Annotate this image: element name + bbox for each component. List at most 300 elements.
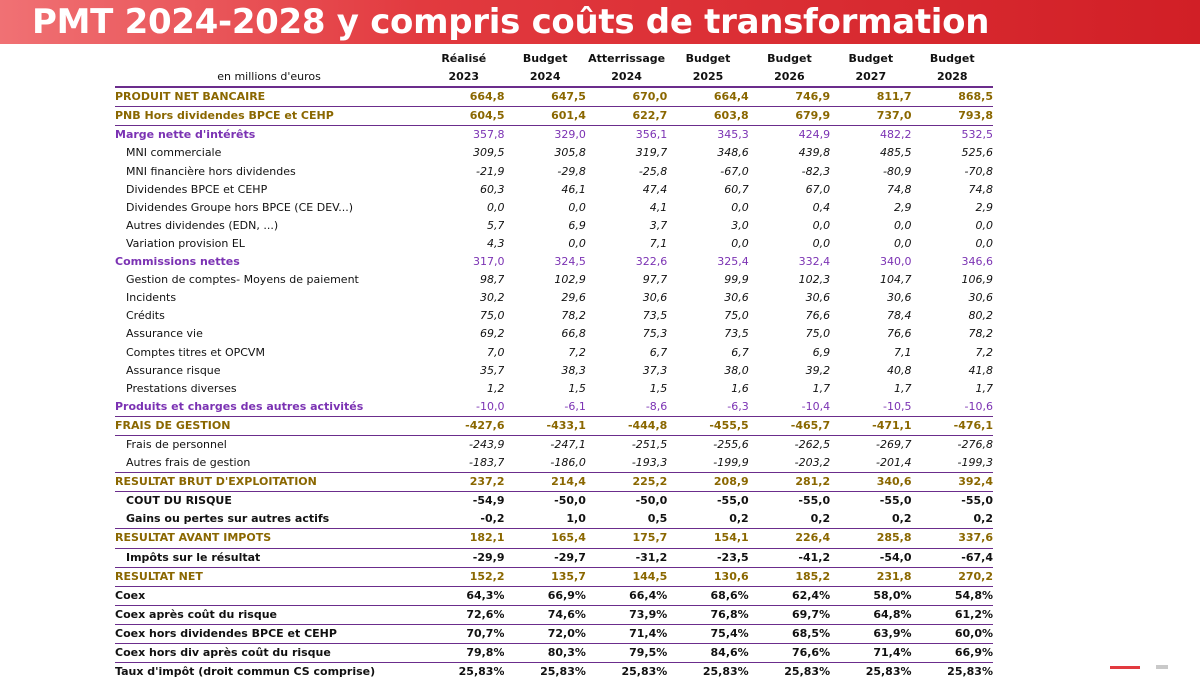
value-cell: 305,8	[554, 146, 586, 160]
value-cell: -193,3	[631, 456, 668, 470]
header-corner	[115, 50, 423, 68]
value-cell: 182,1	[423, 529, 504, 548]
value-cell: -255,6	[713, 437, 749, 451]
value-cell: 46,1	[561, 182, 586, 196]
value-cell: 1,7	[812, 381, 831, 395]
value-cell: 75,0	[724, 309, 749, 323]
value-cell: 5,7	[486, 218, 505, 232]
value-cell: 68,6%	[667, 586, 748, 605]
value-cell: -183,7	[469, 456, 505, 470]
value-cell: 154,1	[667, 529, 748, 548]
value-cell: 317,0	[472, 255, 505, 269]
row-label: Autres dividendes (EDN, ...)	[126, 218, 279, 232]
value-cell: 2,9	[894, 200, 912, 214]
value-cell: 64,8%	[830, 605, 911, 624]
value-cell: 38,3	[561, 363, 586, 377]
value-cell: 793,8	[912, 107, 993, 126]
value-cell: 38,0	[724, 363, 749, 377]
value-cell: -41,2	[798, 550, 831, 564]
table-row	[115, 289, 993, 307]
value-cell: -55,0	[879, 494, 912, 508]
column-year-header: 2023	[423, 68, 504, 87]
value-cell: -31,2	[635, 550, 668, 564]
row-label: COUT DU RISQUE	[126, 494, 232, 508]
value-cell: 64,3%	[423, 586, 504, 605]
value-cell: 670,0	[586, 87, 667, 107]
value-cell: 7,1	[894, 345, 912, 359]
value-cell: 37,3	[642, 363, 668, 377]
value-cell: -21,9	[476, 164, 505, 178]
column-year-header: 2026	[749, 68, 830, 87]
table-row	[115, 181, 993, 199]
value-cell: 97,7	[642, 273, 668, 287]
value-cell: 60,0%	[912, 624, 993, 643]
value-cell: 482,2	[880, 128, 912, 142]
value-cell: 73,5	[724, 327, 749, 341]
value-cell: 106,9	[961, 273, 993, 287]
value-cell: 746,9	[749, 87, 830, 107]
value-cell: 25,83%	[865, 665, 912, 679]
value-cell: 72,0%	[504, 624, 585, 643]
value-cell: 4,1	[649, 200, 668, 214]
value-cell: 285,8	[830, 529, 911, 548]
value-cell: 392,4	[912, 473, 993, 492]
value-cell: -471,1	[830, 416, 911, 435]
financial-table	[115, 50, 993, 681]
value-cell: 25,83%	[458, 665, 505, 679]
table-row	[115, 586, 993, 605]
value-cell: 185,2	[749, 567, 830, 586]
value-cell: -29,9	[472, 550, 505, 564]
value-cell: 3,0	[731, 218, 749, 232]
value-cell: -70,8	[964, 164, 993, 178]
value-cell: 30,6	[805, 291, 831, 305]
value-cell: 25,83%	[540, 665, 586, 679]
value-cell: 0,0	[975, 218, 993, 232]
value-cell: 7,0	[486, 345, 505, 359]
row-label: Prestations diverses	[126, 381, 237, 395]
value-cell: 0,0	[731, 200, 749, 214]
value-cell: 1,0	[566, 512, 586, 526]
table-row	[115, 235, 993, 253]
value-cell: 0,2	[973, 512, 993, 526]
value-cell: -67,0	[720, 164, 749, 178]
row-label: MNI commerciale	[126, 146, 222, 160]
table-body	[115, 87, 993, 681]
value-cell: 35,7	[479, 363, 505, 377]
table-row	[115, 144, 993, 162]
row-label: PNB Hors dividendes BPCE et CEHP	[115, 107, 423, 126]
value-cell: 75,4%	[667, 624, 748, 643]
value-cell: 98,7	[479, 273, 505, 287]
value-cell: -54,0	[879, 550, 912, 564]
value-cell: 6,7	[731, 345, 749, 359]
value-cell: 1,5	[568, 381, 586, 395]
value-cell: 73,9%	[586, 605, 667, 624]
value-cell: 102,3	[798, 273, 831, 287]
value-cell: 62,4%	[749, 586, 830, 605]
table-row	[115, 416, 993, 435]
value-cell: 6,9	[812, 345, 831, 359]
value-cell: 67,0	[805, 182, 831, 196]
table-row	[115, 492, 993, 511]
unit-label: en millions d'euros	[115, 68, 423, 87]
value-cell: -55,0	[798, 494, 831, 508]
value-cell: 0,0	[486, 200, 505, 214]
value-cell: -29,7	[554, 550, 586, 564]
column-year-header: 2024	[586, 68, 667, 87]
row-label: Marge nette d'intérêts	[115, 128, 256, 142]
value-cell: 66,8	[561, 327, 586, 341]
table-row	[115, 199, 993, 217]
value-cell: -82,3	[801, 164, 831, 178]
value-cell: 324,5	[554, 255, 586, 269]
value-cell: 601,4	[504, 107, 585, 126]
value-cell: 76,6	[887, 327, 912, 341]
table-row	[115, 87, 993, 107]
value-cell: 0,0	[568, 200, 586, 214]
value-cell: 281,2	[749, 473, 830, 492]
value-cell: 25,83%	[784, 665, 831, 679]
table-row	[115, 126, 993, 145]
value-cell: -269,7	[876, 437, 912, 451]
value-cell: 525,6	[961, 146, 993, 160]
row-label: Coex	[115, 586, 423, 605]
table-header	[115, 50, 993, 87]
value-cell: 25,83%	[621, 665, 668, 679]
row-label: Autres frais de gestion	[126, 456, 251, 470]
value-cell: 30,2	[479, 291, 505, 305]
table-row	[115, 510, 993, 529]
value-cell: 78,2	[561, 309, 586, 323]
value-cell: 737,0	[830, 107, 911, 126]
value-cell: 0,2	[810, 512, 831, 526]
value-cell: -23,5	[716, 550, 749, 564]
table-row	[115, 253, 993, 271]
value-cell: -186,0	[550, 456, 586, 470]
table-row	[115, 567, 993, 586]
value-cell: 76,6%	[749, 644, 830, 663]
value-cell: 329,0	[554, 128, 586, 142]
table-row	[115, 217, 993, 235]
value-cell: 319,7	[635, 146, 668, 160]
table-row	[115, 362, 993, 380]
column-year-header: 2028	[912, 68, 993, 87]
value-cell: 622,7	[586, 107, 667, 126]
row-label: MNI financière hors dividendes	[126, 164, 296, 178]
value-cell: 47,4	[642, 182, 668, 196]
table-row	[115, 435, 993, 454]
value-cell: 485,5	[880, 146, 912, 160]
value-cell: 1,5	[649, 381, 668, 395]
table-row	[115, 644, 993, 663]
row-label: Variation provision EL	[126, 236, 245, 250]
value-cell: 1,2	[486, 381, 505, 395]
value-cell: 30,6	[642, 291, 668, 305]
value-cell: -10,5	[883, 399, 912, 413]
value-cell: 0,2	[729, 512, 749, 526]
value-cell: 74,8	[887, 182, 912, 196]
row-label: Dividendes BPCE et CEHP	[126, 182, 268, 196]
value-cell: -465,7	[749, 416, 830, 435]
value-cell: 25,83%	[947, 665, 993, 679]
value-cell: 60,3	[479, 182, 505, 196]
value-cell: 152,2	[423, 567, 504, 586]
value-cell: 30,6	[968, 291, 993, 305]
value-cell: 0,5	[647, 512, 668, 526]
column-year-header: 2024	[504, 68, 585, 87]
header-row-type	[115, 50, 993, 68]
value-cell: -25,8	[638, 164, 668, 178]
table-row	[115, 307, 993, 325]
value-cell: -433,1	[504, 416, 585, 435]
value-cell: 73,5	[642, 309, 668, 323]
value-cell: -247,1	[550, 437, 586, 451]
value-cell: 6,7	[649, 345, 668, 359]
value-cell: 0,0	[894, 218, 912, 232]
value-cell: 39,2	[805, 363, 831, 377]
value-cell: 604,5	[423, 107, 504, 126]
table-row	[115, 473, 993, 492]
row-label: RESULTAT BRUT D'EXPLOITATION	[115, 473, 423, 492]
value-cell: 647,5	[504, 87, 585, 107]
value-cell: -201,4	[876, 456, 912, 470]
value-cell: 68,5%	[749, 624, 830, 643]
value-cell: 332,4	[798, 255, 831, 269]
value-cell: -8,6	[645, 399, 668, 413]
value-cell: 84,6%	[667, 644, 748, 663]
column-type-header: Budget	[929, 52, 975, 65]
value-cell: -55,0	[716, 494, 749, 508]
value-cell: 439,8	[798, 146, 831, 160]
table-row	[115, 398, 993, 417]
row-label: Incidents	[126, 291, 177, 305]
value-cell: 664,8	[423, 87, 504, 107]
value-cell: -50,0	[554, 494, 586, 508]
value-cell: -427,6	[423, 416, 504, 435]
value-cell: 1,7	[894, 381, 912, 395]
value-cell: 69,2	[479, 327, 505, 341]
value-cell: 214,4	[504, 473, 585, 492]
value-cell: -444,8	[586, 416, 667, 435]
value-cell: 135,7	[504, 567, 585, 586]
row-label: Dividendes Groupe hors BPCE (CE DEV...)	[126, 200, 354, 214]
value-cell: 346,6	[961, 255, 993, 269]
value-cell: 337,6	[912, 529, 993, 548]
value-cell: 29,6	[561, 291, 586, 305]
column-type-header: Réalisé	[441, 52, 487, 65]
value-cell: 61,2%	[912, 605, 993, 624]
value-cell: 58,0%	[830, 586, 911, 605]
table-row	[115, 605, 993, 624]
value-cell: 225,2	[586, 473, 667, 492]
value-cell: 811,7	[830, 87, 911, 107]
value-cell: 0,0	[975, 236, 993, 250]
footer-accent	[1110, 666, 1140, 669]
table-row	[115, 529, 993, 548]
value-cell: -276,8	[957, 437, 993, 451]
table-row	[115, 325, 993, 343]
value-cell: 679,9	[749, 107, 830, 126]
value-cell: -10,4	[801, 399, 831, 413]
row-label: Crédits	[126, 309, 165, 323]
value-cell: 340,6	[830, 473, 911, 492]
value-cell: -0,2	[480, 512, 505, 526]
value-cell: 74,8	[968, 182, 993, 196]
value-cell: 270,2	[912, 567, 993, 586]
row-label: Coex hors div après coût du risque	[115, 644, 423, 663]
value-cell: 80,3%	[504, 644, 585, 663]
value-cell: 72,6%	[423, 605, 504, 624]
column-type-header: Budget	[767, 52, 812, 65]
page-title: PMT 2024-2028 y compris coûts de transformation	[32, 2, 990, 42]
value-cell: -251,5	[631, 437, 668, 451]
value-cell: -6,1	[564, 399, 586, 413]
title-bar	[0, 0, 1200, 44]
value-cell: 7,2	[568, 345, 586, 359]
value-cell: 75,0	[479, 309, 505, 323]
value-cell: -50,0	[635, 494, 668, 508]
value-cell: 7,2	[975, 345, 993, 359]
value-cell: 66,4%	[586, 586, 667, 605]
value-cell: 41,8	[968, 363, 993, 377]
value-cell: 75,0	[805, 327, 831, 341]
value-cell: -67,4	[961, 550, 993, 564]
value-cell: 532,5	[961, 128, 993, 142]
value-cell: 231,8	[830, 567, 911, 586]
value-cell: 7,1	[649, 236, 668, 250]
value-cell: 75,3	[642, 327, 668, 341]
value-cell: 664,4	[667, 87, 748, 107]
value-cell: -6,3	[727, 399, 749, 413]
value-cell: 66,9%	[912, 644, 993, 663]
value-cell: 63,9%	[830, 624, 911, 643]
value-cell: 424,9	[798, 128, 831, 142]
table-row	[115, 624, 993, 643]
value-cell: 71,4%	[586, 624, 667, 643]
column-year-header: 2025	[667, 68, 748, 87]
value-cell: -203,2	[794, 456, 831, 470]
value-cell: 0,0	[894, 236, 912, 250]
row-label: Assurance vie	[126, 327, 203, 341]
value-cell: 357,8	[472, 128, 505, 142]
value-cell: -10,0	[476, 399, 505, 413]
value-cell: 309,5	[472, 146, 505, 160]
row-label: Frais de personnel	[126, 437, 227, 451]
value-cell: 69,7%	[749, 605, 830, 624]
footer-mark	[1156, 665, 1168, 669]
column-type-header: Budget	[685, 52, 731, 65]
row-label: FRAIS DE GESTION	[115, 416, 423, 435]
value-cell: 144,5	[586, 567, 667, 586]
value-cell: -243,9	[469, 437, 505, 451]
row-label: RESULTAT AVANT IMPOTS	[115, 529, 423, 548]
value-cell: -262,5	[794, 437, 831, 451]
value-cell: 54,8%	[912, 586, 993, 605]
value-cell: 0,0	[812, 236, 831, 250]
value-cell: 1,6	[731, 381, 749, 395]
column-type-header: Atterrissage	[588, 52, 666, 65]
row-label: Gestion de comptes- Moyens de paiement	[126, 273, 359, 287]
value-cell: 6,9	[568, 218, 586, 232]
value-cell: 356,1	[635, 128, 668, 142]
value-cell: 99,9	[724, 273, 749, 287]
row-label: PRODUIT NET BANCAIRE	[115, 87, 423, 107]
value-cell: 868,5	[912, 87, 993, 107]
row-label: Produits et charges des autres activités	[115, 399, 364, 413]
table-row	[115, 548, 993, 567]
value-cell: 340,0	[880, 255, 912, 269]
value-cell: 175,7	[586, 529, 667, 548]
value-cell: 4,3	[486, 236, 505, 250]
row-label: Impôts sur le résultat	[126, 550, 261, 564]
table-row	[115, 107, 993, 126]
value-cell: 78,4	[887, 309, 912, 323]
row-label: RESULTAT NET	[115, 567, 423, 586]
value-cell: 60,7	[724, 182, 749, 196]
table-row	[115, 163, 993, 181]
value-cell: -455,5	[667, 416, 748, 435]
row-label: Coex hors dividendes BPCE et CEHP	[115, 624, 423, 643]
value-cell: 0,0	[731, 236, 749, 250]
value-cell: 3,7	[649, 218, 668, 232]
value-cell: 66,9%	[504, 586, 585, 605]
row-label: Coex après coût du risque	[115, 605, 423, 624]
value-cell: 348,6	[717, 146, 749, 160]
header-row-year	[115, 68, 993, 87]
row-label: Gains ou pertes sur autres actifs	[126, 512, 330, 526]
value-cell: 130,6	[667, 567, 748, 586]
table-row	[115, 344, 993, 362]
value-cell: -29,8	[557, 164, 586, 178]
table-row	[115, 454, 993, 473]
value-cell: 79,8%	[423, 644, 504, 663]
value-cell: 165,4	[504, 529, 585, 548]
value-cell: -80,9	[883, 164, 912, 178]
value-cell: 40,8	[887, 363, 912, 377]
value-cell: 226,4	[749, 529, 830, 548]
row-label: Comptes titres et OPCVM	[126, 345, 265, 359]
value-cell: 71,4%	[830, 644, 911, 663]
value-cell: 102,9	[554, 273, 586, 287]
row-label: Taux d'impôt (droit commun CS comprise)	[115, 665, 376, 679]
value-cell: -10,6	[964, 399, 993, 413]
value-cell: 70,7%	[423, 624, 504, 643]
value-cell: -199,3	[957, 456, 993, 470]
table-row	[115, 380, 993, 398]
value-cell: 1,7	[975, 381, 993, 395]
value-cell: 76,8%	[667, 605, 748, 624]
value-cell: 0,0	[568, 236, 586, 250]
table-row	[115, 271, 993, 289]
value-cell: 30,6	[724, 291, 749, 305]
column-year-header: 2027	[830, 68, 911, 87]
value-cell: 74,6%	[504, 605, 585, 624]
column-type-header: Budget	[522, 52, 568, 65]
value-cell: 30,6	[887, 291, 912, 305]
value-cell: 80,2	[968, 309, 993, 323]
value-cell: 0,2	[892, 512, 912, 526]
value-cell: 603,8	[667, 107, 748, 126]
value-cell: -199,9	[713, 456, 749, 470]
value-cell: 2,9	[975, 200, 993, 214]
value-cell: 79,5%	[586, 644, 667, 663]
value-cell: 25,83%	[702, 665, 749, 679]
value-cell: 78,2	[968, 327, 993, 341]
row-label: Assurance risque	[126, 363, 221, 377]
value-cell: 0,4	[812, 200, 831, 214]
column-type-header: Budget	[848, 52, 894, 65]
